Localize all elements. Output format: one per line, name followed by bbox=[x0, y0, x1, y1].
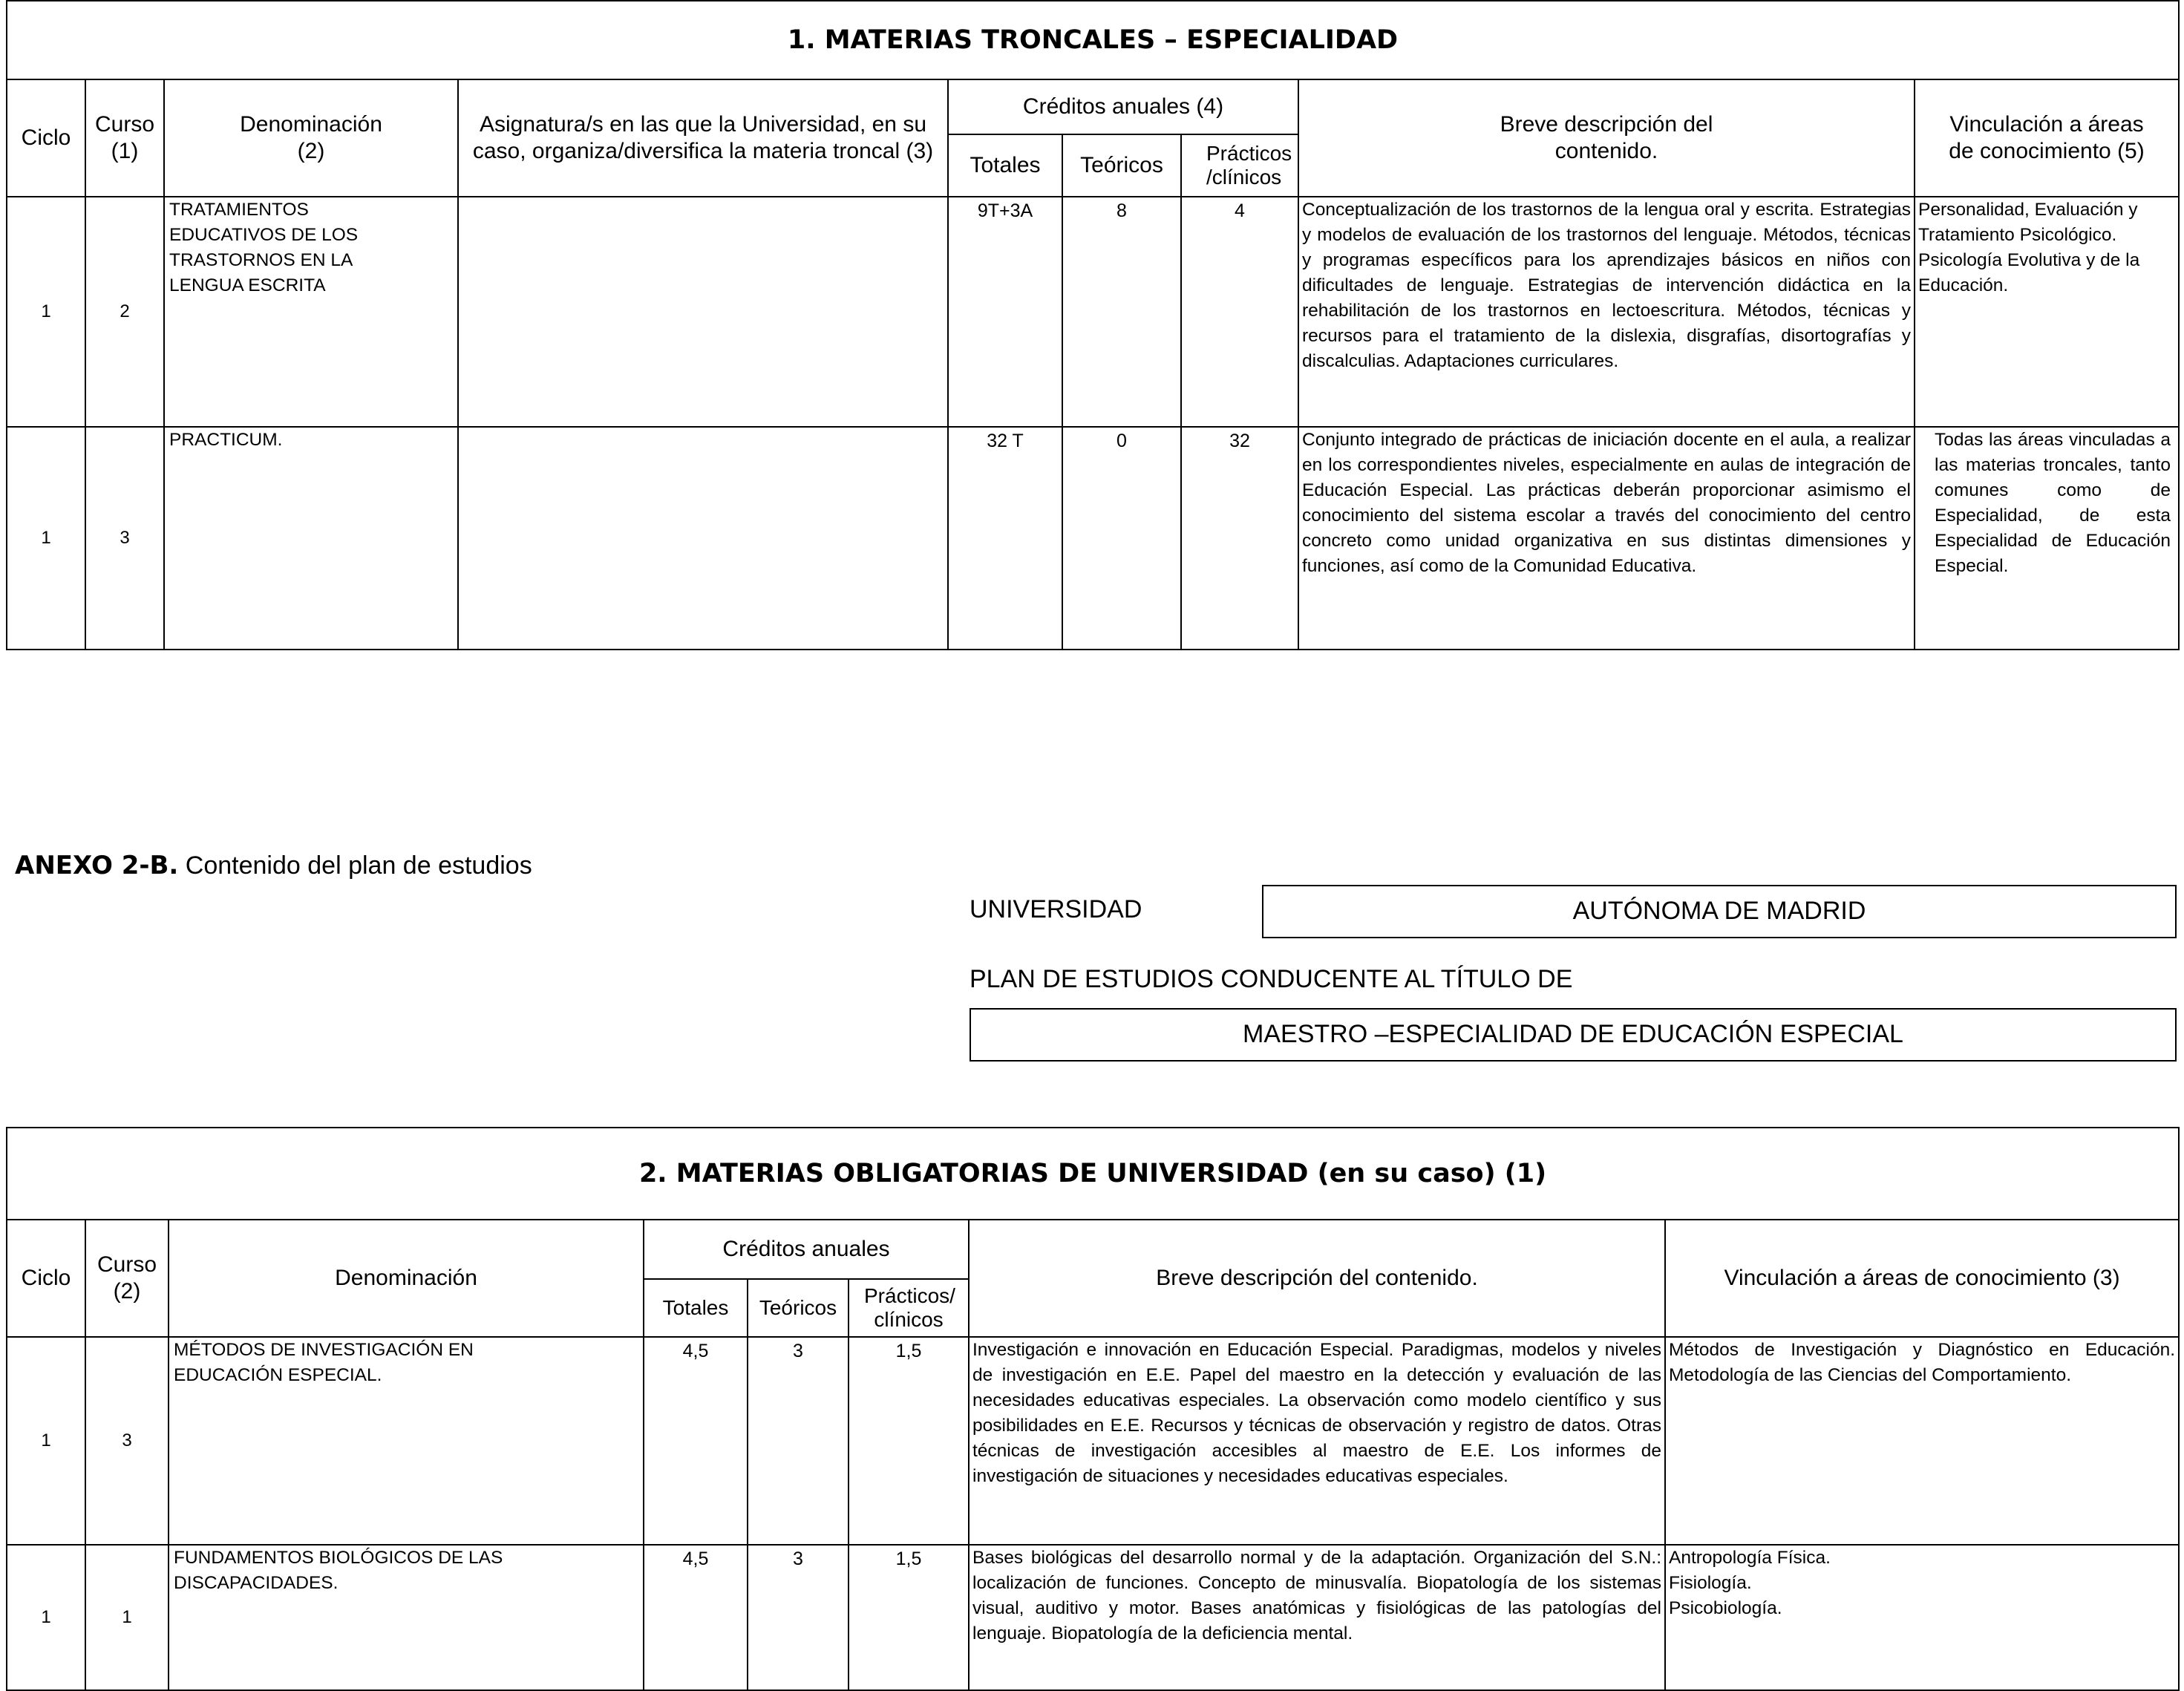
cell-teoricos: 0 bbox=[1062, 427, 1181, 650]
cell-practicos: 1,5 bbox=[849, 1337, 969, 1545]
cell-descripcion: Conceptualización de los trastornos de la lengua oral y escrita. Estrategias y modelos de evaluación de los trastornos del lenguaje. Métodos, técnicas y programas específicos para los aprendizajes básicos en niños con dificultades de lenguaje. Estrategias de intervención didáctica en la rehabilitación de los trastornos en lectoescritura. Métodos, técnicas y recursos para el tratamiento de la dislexia, disgrafías, disortografías y discalculias. Adaptaciones curriculares. bbox=[1298, 197, 1915, 427]
annex-label: ANEXO 2-B. bbox=[15, 851, 179, 880]
cell-denominacion: TRATAMIENTOS EDUCATIVOS DE LOS TRASTORNOS EN LA LENGUA ESCRITA bbox=[164, 197, 458, 427]
header-curso: Curso (1) bbox=[85, 79, 164, 197]
cell-vinculacion: Métodos de Investigación y Diagnóstico en Educación. Metodología de las Ciencias del Comportamiento. bbox=[1665, 1337, 2179, 1545]
cell-asignatura bbox=[458, 197, 948, 427]
header-denominacion: Denominación bbox=[169, 1220, 644, 1337]
cell-vinculacion: Antropología Física. Fisiología. Psicobiología. bbox=[1665, 1545, 2179, 1690]
header-ciclo: Ciclo bbox=[7, 1220, 85, 1337]
header-creditos: Créditos anuales (4) bbox=[948, 79, 1298, 134]
table-materias-obligatorias bbox=[6, 1127, 2180, 1691]
table1-title: 1. MATERIAS TRONCALES – ESPECIALIDAD bbox=[7, 1, 2179, 79]
cell-curso: 2 bbox=[85, 197, 164, 427]
cell-practicos: 4 bbox=[1181, 197, 1298, 427]
cell-teoricos: 8 bbox=[1062, 197, 1181, 427]
cell-teoricos: 3 bbox=[748, 1545, 849, 1690]
annex-text: Contenido del plan de estudios bbox=[185, 851, 532, 880]
header-practicos: Prácticos /clínicos bbox=[1181, 134, 1298, 197]
cell-denominacion: PRACTICUM. bbox=[164, 427, 458, 650]
header-totales: Totales bbox=[644, 1279, 748, 1337]
header-asignatura: Asignatura/s en las que la Universidad, en su caso, organiza/diversifica la materia troncal (3) bbox=[458, 79, 948, 197]
cell-vinculacion: Todas las áreas vinculadas a las materias troncales, tanto comunes como de Especialidad, de esta Especialidad de Educación Especial. bbox=[1915, 427, 2179, 650]
plan-value: MAESTRO –ESPECIALIDAD DE EDUCACIÓN ESPECIAL bbox=[970, 1008, 2177, 1062]
cell-ciclo: 1 bbox=[7, 1545, 85, 1690]
cell-curso: 3 bbox=[85, 1337, 169, 1545]
cell-descripcion: Conjunto integrado de prácticas de iniciación docente en el aula, a realizar en los correspondientes niveles, especialmente en aulas de integración de Educación Especial. Las prácticas deberán proporcionar asimismo el conocimiento del sistema escolar a través del conocimiento del centro concreto como unidad organizativa en sus distintas dimensiones y funciones, así como de la Comunidad Educativa. bbox=[1298, 427, 1915, 650]
annex-heading bbox=[15, 851, 532, 880]
cell-practicos: 1,5 bbox=[849, 1545, 969, 1690]
header-vinculacion: Vinculación a áreas de conocimiento (5) bbox=[1915, 79, 2179, 197]
cell-curso: 3 bbox=[85, 427, 164, 650]
header-denominacion: Denominación (2) bbox=[164, 79, 458, 197]
cell-denominacion: FUNDAMENTOS BIOLÓGICOS DE LAS DISCAPACIDADES. bbox=[169, 1545, 644, 1690]
cell-totales: 9T+3A bbox=[948, 197, 1062, 427]
table-row bbox=[7, 1545, 2179, 1690]
header-vinculacion: Vinculación a áreas de conocimiento (3) bbox=[1665, 1220, 2179, 1337]
universidad-value: AUTÓNOMA DE MADRID bbox=[1262, 885, 2177, 938]
plan-label: PLAN DE ESTUDIOS CONDUCENTE AL TÍTULO DE bbox=[970, 965, 1573, 993]
header-teoricos: Teóricos bbox=[1062, 134, 1181, 197]
cell-practicos: 32 bbox=[1181, 427, 1298, 650]
header-descripcion: Breve descripción del contenido. bbox=[1298, 79, 1915, 197]
cell-totales: 4,5 bbox=[644, 1545, 748, 1690]
header-totales: Totales bbox=[948, 134, 1062, 197]
cell-ciclo: 1 bbox=[7, 197, 85, 427]
cell-teoricos: 3 bbox=[748, 1337, 849, 1545]
table-row bbox=[7, 427, 2179, 650]
universidad-label: UNIVERSIDAD bbox=[970, 895, 1142, 923]
cell-totales: 4,5 bbox=[644, 1337, 748, 1545]
cell-vinculacion: Personalidad, Evaluación y Tratamiento Psicológico. Psicología Evolutiva y de la Educación. bbox=[1915, 197, 2179, 427]
cell-asignatura bbox=[458, 427, 948, 650]
table2-title: 2. MATERIAS OBLIGATORIAS DE UNIVERSIDAD (en su caso) (1) bbox=[7, 1128, 2179, 1220]
header-curso: Curso (2) bbox=[85, 1220, 169, 1337]
cell-descripcion: Bases biológicas del desarrollo normal y de la adaptación. Organización del S.N.: localización de funciones. Concepto de minusvalía. Biopatología de los sistemas visual, auditivo y motor. Bases anatómicas y fisiológicas de las patologías del lenguaje. Biopatología de la deficiencia mental. bbox=[969, 1545, 1665, 1690]
table-row bbox=[7, 1337, 2179, 1545]
table-materias-troncales bbox=[6, 0, 2180, 650]
header-teoricos: Teóricos bbox=[748, 1279, 849, 1337]
cell-descripcion: Investigación e innovación en Educación Especial. Paradigmas, modelos y niveles de investigación en E.E. Papel del maestro en la detección y evaluación de las necesidades educativas especiales. La observación como modelo científico y sus posibilidades en E.E. Recursos y técnicas de observación y registro de datos. Otras técnicas de investigación accesibles al maestro de E.E. Los informes de investigación de situaciones y necesidades educativas especiales. bbox=[969, 1337, 1665, 1545]
cell-curso: 1 bbox=[85, 1545, 169, 1690]
table-row bbox=[7, 197, 2179, 427]
header-ciclo: Ciclo bbox=[7, 79, 85, 197]
header-practicos: Prácticos/ clínicos bbox=[849, 1279, 969, 1337]
header-descripcion: Breve descripción del contenido. bbox=[969, 1220, 1665, 1337]
cell-totales: 32 T bbox=[948, 427, 1062, 650]
header-creditos: Créditos anuales bbox=[644, 1220, 969, 1279]
cell-ciclo: 1 bbox=[7, 1337, 85, 1545]
cell-denominacion: MÉTODOS DE INVESTIGACIÓN EN EDUCACIÓN ESPECIAL. bbox=[169, 1337, 644, 1545]
cell-ciclo: 1 bbox=[7, 427, 85, 650]
